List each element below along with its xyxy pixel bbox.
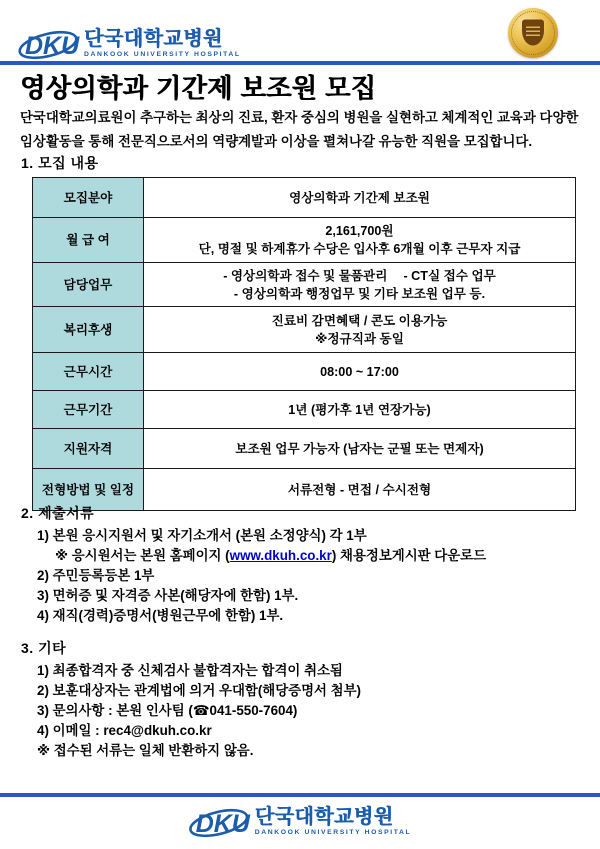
section-etc (21, 638, 581, 761)
hospital-logo-text (84, 28, 241, 59)
section1-heading: 1. 모집 내용 (21, 155, 99, 171)
hospital-name-english: DANKOOK UNIVERSITY HOSPITAL (254, 828, 412, 836)
table-row (33, 353, 576, 391)
table-row (33, 178, 576, 218)
note-suffix: ) 채용정보게시판 다운로드 (331, 548, 487, 563)
footer-divider (0, 793, 600, 797)
hospital-logo-text (255, 806, 412, 837)
row-label: 지원자격 (33, 429, 144, 469)
section-documents (21, 503, 581, 626)
row-value-line: 서류전형 - 면접 / 수시전형 (287, 482, 432, 497)
intro-line-1: 단국대학교의료원이 추구하는 최상의 진료, 환자 중심의 병원을 실현하고 체계적인 교육과 다양한 (20, 110, 579, 125)
row-value-line: 1년 (평가후 1년 연장가능) (288, 402, 431, 417)
table-row (33, 218, 576, 263)
list-item: 1) 최종합격자 중 신체검사 불합격자는 합격이 취소됨 (37, 663, 343, 678)
row-label: 전형방법 및 일정 (33, 469, 144, 511)
row-label: 담당업무 (33, 263, 144, 307)
dku-logo-letters: DKU (195, 810, 250, 838)
note-prefix: ※ 응시원서는 본원 홈페이지 ( (55, 548, 230, 563)
hospital-name-korean: 단국대학교병원 (84, 27, 223, 50)
row-value (144, 353, 576, 391)
documents-list (21, 526, 581, 626)
list-item: 1) 본원 응시지원서 및 자기소개서 (본원 소정양식) 각 1부 (37, 528, 367, 543)
list-item-note: ※ 접수된 서류는 일체 반환하지 않음. (37, 743, 254, 758)
row-value (144, 429, 576, 469)
row-value-line: - 영상의학과 행정업무 및 기타 보조원 업무 등. (233, 286, 486, 301)
hospital-name-english: DANKOOK UNIVERSITY HOSPITAL (84, 50, 241, 58)
row-value (144, 178, 576, 218)
list-item: 2) 주민등록등본 1부 (37, 568, 155, 583)
row-value-line: 진료비 감면혜택 / 콘도 이용가능 (271, 313, 448, 328)
section2-heading: 2. 제출서류 (21, 505, 95, 521)
row-value-line: 영상의학과 기간제 보조원 (289, 190, 430, 205)
dku-logo-icon (189, 802, 251, 840)
list-item: 3) 문의사항 : 본원 인사팀 (☎041-550-7604) (37, 703, 298, 718)
table-row (33, 391, 576, 429)
table-row (33, 263, 576, 307)
row-value (144, 218, 576, 263)
row-label: 모집분야 (33, 178, 144, 218)
row-value-line: 보조원 업무 가능자 (남자는 군필 또는 면제자) (235, 441, 484, 456)
dku-logo-letters: DKU (25, 32, 80, 60)
list-item: 2) 보훈대상자는 관계법에 의거 우대함(해당증명서 첨부) (37, 683, 362, 698)
dku-logo-icon (18, 24, 80, 62)
header-divider (0, 61, 600, 65)
list-item-note (37, 546, 581, 566)
row-label: 근무시간 (33, 353, 144, 391)
intro-paragraph (20, 106, 582, 154)
table-row (33, 429, 576, 469)
hospital-logo-header (18, 24, 241, 62)
page-title: 영상의학과 기간제 보조원 모집 (20, 73, 377, 103)
etc-list (21, 661, 581, 761)
section3-heading: 3. 기타 (21, 640, 67, 656)
row-value-line: 단, 명절 및 하계휴가 수당은 입사후 6개월 이후 근무자 지급 (198, 242, 521, 256)
row-value-line: ※정규직과 동일 (315, 331, 404, 346)
list-item: 4) 이메일 : rec4@dkuh.co.kr (37, 723, 212, 738)
row-label: 근무기간 (33, 391, 144, 429)
row-value-line: 08:00 ~ 17:00 (320, 364, 399, 379)
intro-line-2: 임상활동을 통해 전문직으로서의 역량계발과 이상을 펼쳐나갈 유능한 직원을 모집합니다. (20, 134, 533, 149)
homepage-link[interactable]: www.dkuh.co.kr (229, 548, 332, 563)
row-value-line: - 영상의학과 접수 및 물품관리 - CT실 접수 업무 (223, 268, 496, 283)
gold-seal-icon (508, 8, 558, 58)
recruitment-table (32, 177, 576, 511)
row-label: 월 급 여 (33, 218, 144, 263)
list-item: 4) 재직(경력)증명서(병원근무에 한함) 1부. (37, 608, 284, 623)
row-value-line: 2,161,700원 (325, 224, 394, 238)
table-row (33, 307, 576, 353)
hospital-logo-footer (189, 802, 412, 840)
row-value (144, 391, 576, 429)
row-value (144, 307, 576, 353)
row-label: 복리후생 (33, 307, 144, 353)
list-item: 3) 면허증 및 자격증 사본(해당자에 한함) 1부. (37, 588, 299, 603)
seal-shield-icon (522, 19, 544, 45)
row-value (144, 263, 576, 307)
hospital-name-korean: 단국대학교병원 (254, 805, 394, 828)
